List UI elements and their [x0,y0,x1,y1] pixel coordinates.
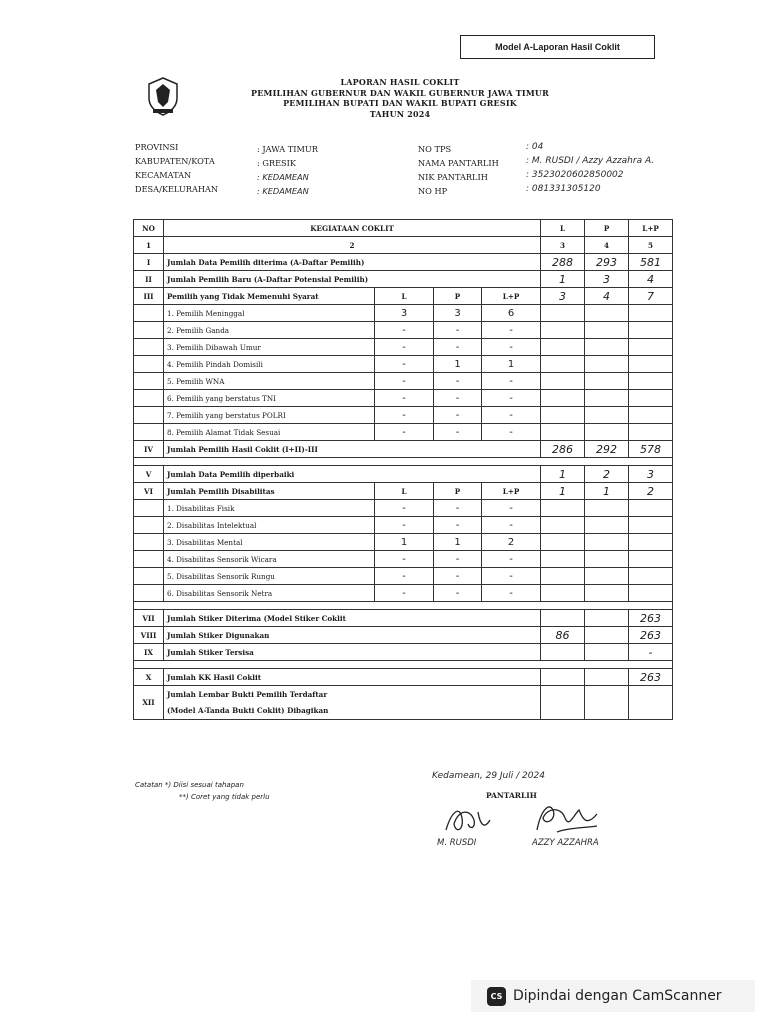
tms-item-row [134,424,673,441]
dis-item-lp: - [482,585,541,602]
tms-item-p: - [434,390,482,407]
row-p-value: 1 [585,483,629,500]
dis-item-lp: 2 [482,534,541,551]
dis-item-lp: - [482,500,541,517]
col-no-header: NO [134,220,164,237]
index-no: 1 [134,237,164,254]
table-row-xii [134,686,673,703]
note-line2: **) Coret yang tidak perlu [179,793,270,801]
signer-name-2: AZZY AZZAHRA [532,838,599,848]
sub-lp-header: L+P [482,483,541,500]
signer-name-1: M. RUSDI [437,838,477,848]
tms-item-label: 1. Pemilih Meninggal [164,305,375,322]
tps-label: NO TPS [418,144,452,154]
table-header-row [134,220,673,237]
row-no: VI [134,483,164,500]
provinsi-label: PROVINSI [135,142,179,152]
note-line1: Catatan *) Diisi sesuai tahapan [135,781,244,789]
row-l-value: 288 [541,254,585,271]
row-l-value: 1 [541,271,585,288]
table-row-i [134,254,673,271]
row-label: Jumlah Pemilih Hasil Coklit (I+II)-III [164,441,541,458]
row-p-value [585,669,629,686]
hp-value: : 081331305120 [526,184,601,194]
report-header [200,77,600,119]
tms-item-row [134,305,673,322]
provinsi-value: : JAWA TIMUR [257,144,318,154]
info-left-values [257,142,318,198]
row-lp-value: 3 [629,466,673,483]
dis-item-lp: - [482,568,541,585]
row-p-value: 292 [585,441,629,458]
table-row-ix [134,644,673,661]
notes [135,779,270,803]
dis-item-row [134,551,673,568]
spacer-row [134,458,673,466]
row-p-value: 2 [585,466,629,483]
row-p-value [585,644,629,661]
row-no: X [134,669,164,686]
signature-2 [527,796,607,844]
row-label: Jumlah Data Pemilih diterima (A-Daftar Pemilih) [164,254,541,271]
nik-value: : 3523020602850002 [526,170,624,180]
header-line1: LAPORAN HASIL COKLIT [340,77,460,87]
row-lp-value: 7 [629,288,673,305]
row-no: IX [134,644,164,661]
sub-l-header: L [375,483,434,500]
col-p-header: P [585,220,629,237]
dis-item-p: - [434,517,482,534]
row-l-value: 3 [541,288,585,305]
tms-item-p: - [434,407,482,424]
sub-l-header: L [375,288,434,305]
dis-item-row [134,500,673,517]
index-l: 3 [541,237,585,254]
table-index-row [134,237,673,254]
tms-item-l: - [375,424,434,441]
row-label: Jumlah KK Hasil Coklit [164,669,541,686]
dis-item-label: 1. Disabilitas Fisik [164,500,375,517]
row-l-value [541,669,585,686]
desa-value: : KEDAMEAN [257,186,309,196]
table-row-vi [134,483,673,500]
pantarlih-role: PANTARLIH [486,791,537,800]
tms-item-l: - [375,356,434,373]
row-l-value [541,644,585,661]
tms-item-label: 3. Pemilih Dibawah Umur [164,339,375,356]
tms-item-label: 8. Pemilih Alamat Tidak Sesuai [164,424,375,441]
dis-item-label: 6. Disabilitas Sensorik Netra [164,585,375,602]
row-lp-value: 263 [629,627,673,644]
row-label: Jumlah Data Pemilih diperbaiki [164,466,541,483]
dis-item-l: 1 [375,534,434,551]
row-l-value: 86 [541,627,585,644]
dis-item-p: - [434,551,482,568]
row-no: I [134,254,164,271]
kpu-logo [146,76,180,116]
row-label: Jumlah Stiker Diterima (Model Stiker Coklit [164,610,541,627]
dis-item-p: - [434,568,482,585]
col-l-header: L [541,220,585,237]
dis-item-l: - [375,551,434,568]
row-label-continued: (Model A-Tanda Bukti Coklit) Dibagikan [164,703,541,720]
table-row-x [134,669,673,686]
tms-item-l: - [375,373,434,390]
tms-item-row [134,356,673,373]
row-lp-value: 4 [629,271,673,288]
dis-item-p: 1 [434,534,482,551]
dis-item-lp: - [482,517,541,534]
tms-item-l: 3 [375,305,434,322]
desa-label: DESA/KELURAHAN [135,184,219,194]
tms-item-p: - [434,339,482,356]
index-lp: 5 [629,237,673,254]
row-no: II [134,271,164,288]
dis-item-label: 5. Disabilitas Sensorik Rungu [164,568,375,585]
tms-item-lp: - [482,424,541,441]
tms-item-lp: - [482,407,541,424]
tms-item-p: 1 [434,356,482,373]
table-row-viii [134,627,673,644]
row-no: XII [134,686,164,720]
tms-item-label: 7. Pemilih yang berstatus POLRI [164,407,375,424]
tms-item-p: 3 [434,305,482,322]
tms-item-p: - [434,424,482,441]
dis-item-label: 2. Disabilitas Intelektual [164,517,375,534]
pantarlih-value: : M. RUSDI / Azzy Azzahra A. [526,156,655,166]
tms-item-row [134,339,673,356]
tms-item-label: 2. Pemilih Ganda [164,322,375,339]
row-l-value: 1 [541,466,585,483]
table-row-iv [134,441,673,458]
col-kegiatan-header: KEGIATAAN COKLIT [164,220,541,237]
row-no: VII [134,610,164,627]
tms-item-l: - [375,322,434,339]
header-line4: TAHUN 2024 [369,108,431,119]
pantarlih-label: NAMA PANTARLIH [418,158,499,168]
tms-item-row [134,322,673,339]
tms-item-p: - [434,373,482,390]
tms-item-lp: 6 [482,305,541,322]
row-p-value: 293 [585,254,629,271]
tms-item-l: - [375,339,434,356]
kecamatan-label: KECAMATAN [135,170,192,180]
camscanner-watermark [471,980,755,1012]
spacer-row [134,661,673,669]
dis-item-l: - [375,585,434,602]
row-lp-value: 581 [629,254,673,271]
table-row-v [134,466,673,483]
info-left-labels [135,140,218,196]
model-label: Model A-Laporan Hasil Coklit [460,35,655,59]
camscanner-text: Dipindai dengan CamScanner [513,988,722,1004]
tms-item-lp: - [482,373,541,390]
row-p-value: 4 [585,288,629,305]
row-label: Jumlah Pemilih Disabilitas [164,483,375,500]
place-date: Kedamean, 29 Juli / 2024 [432,771,545,781]
dis-item-row [134,517,673,534]
row-p-value [585,627,629,644]
row-p-value [585,610,629,627]
dis-item-lp: - [482,551,541,568]
row-label: Jumlah Stiker Digunakan [164,627,541,644]
index-p: 4 [585,237,629,254]
table-row-vii [134,610,673,627]
row-p-value: 3 [585,271,629,288]
dis-item-l: - [375,517,434,534]
kecamatan-value: : KEDAMEAN [257,172,309,182]
dis-item-row [134,568,673,585]
row-no: V [134,466,164,483]
header-line3: PEMILIHAN BUPATI DAN WAKIL BUPATI GRESIK [283,98,517,109]
col-lp-header: L+P [629,220,673,237]
dis-item-label: 3. Disabilitas Mental [164,534,375,551]
tms-item-lp: 1 [482,356,541,373]
dis-item-l: - [375,568,434,585]
dis-item-row [134,534,673,551]
spacer-row [134,602,673,610]
tms-item-row [134,407,673,424]
row-lp-value: 263 [629,610,673,627]
tms-item-l: - [375,390,434,407]
tms-item-label: 5. Pemilih WNA [164,373,375,390]
index-kegiatan: 2 [164,237,541,254]
hp-label: NO HP [418,186,448,196]
dis-item-p: - [434,500,482,517]
row-lp-value: 578 [629,441,673,458]
header-line2: PEMILIHAN GUBERNUR DAN WAKIL GUBERNUR JAWA TIMUR [251,87,549,98]
dis-item-l: - [375,500,434,517]
tps-value: : 04 [526,142,544,152]
tms-item-label: 6. Pemilih yang berstatus TNI [164,390,375,407]
table-row-ii [134,271,673,288]
row-l-value: 286 [541,441,585,458]
row-no: VIII [134,627,164,644]
row-no: IV [134,441,164,458]
dis-item-label: 4. Disabilitas Sensorik Wicara [164,551,375,568]
tms-item-label: 4. Pemilih Pindah Domisili [164,356,375,373]
row-label: Jumlah Lembar Bukti Pemilih Terdaftar [164,686,541,703]
row-lp-value: - [629,644,673,661]
tms-item-lp: - [482,339,541,356]
camscanner-icon: CS [487,987,506,1006]
tms-item-row [134,390,673,407]
row-l-value: 1 [541,483,585,500]
info-right-labels [418,142,499,198]
tms-item-lp: - [482,390,541,407]
tms-item-l: - [375,407,434,424]
table-row-iii [134,288,673,305]
tms-item-row [134,373,673,390]
row-label: Jumlah Stiker Tersisa [164,644,541,661]
kabupaten-label: KABUPATEN/KOTA [135,156,215,166]
row-no: III [134,288,164,305]
row-label: Pemilih yang Tidak Memenuhi Syarat [164,288,375,305]
dis-item-p: - [434,585,482,602]
row-lp-value: 2 [629,483,673,500]
sub-lp-header: L+P [482,288,541,305]
sub-p-header: P [434,288,482,305]
kabupaten-value: : GRESIK [257,158,297,168]
dis-item-row [134,585,673,602]
info-right-values [526,140,654,196]
row-lp-value: 263 [629,669,673,686]
row-l-value [541,610,585,627]
coklit-table [133,219,673,720]
tms-item-p: - [434,322,482,339]
sub-p-header: P [434,483,482,500]
tms-item-lp: - [482,322,541,339]
row-label: Jumlah Pemilih Baru (A-Daftar Potensial Pemilih) [164,271,541,288]
nik-label: NIK PANTARLIH [418,172,488,182]
